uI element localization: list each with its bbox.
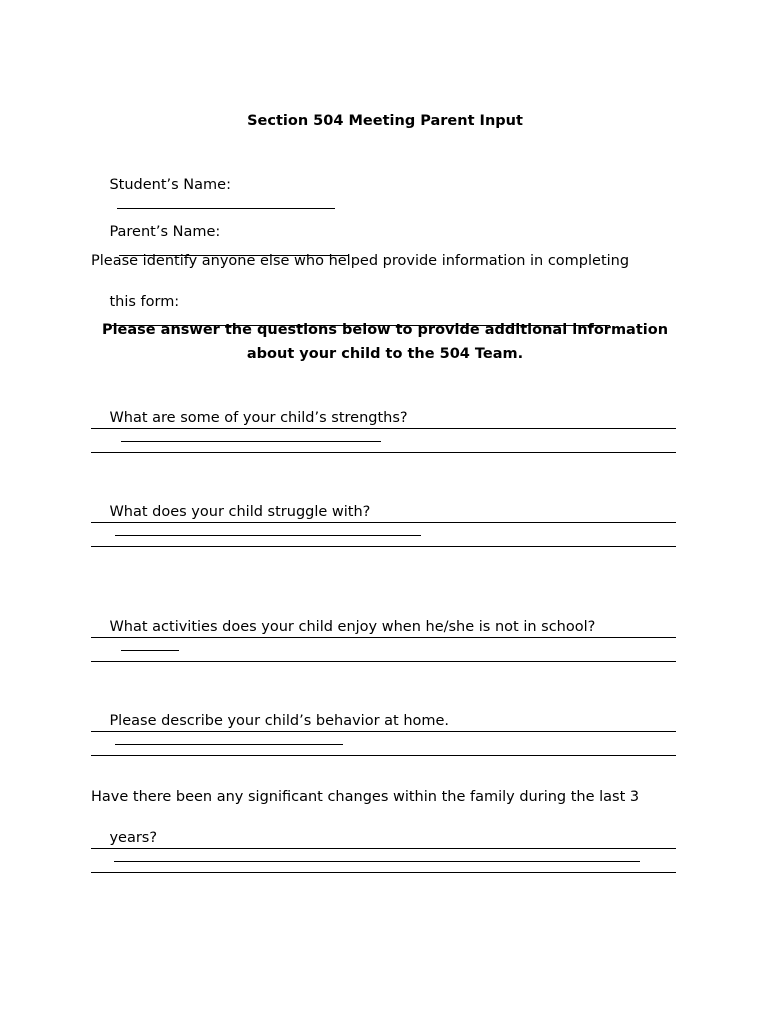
- activities-question: What activities does your child enjoy when he/she is not in school?: [109, 619, 596, 635]
- strengths-answer-line[interactable]: [91, 452, 676, 453]
- behavior-answer-line[interactable]: [91, 731, 676, 732]
- strengths-question: What are some of your child’s strengths?: [109, 410, 408, 426]
- strengths-answer-line[interactable]: [91, 428, 676, 429]
- activities-answer-line[interactable]: [91, 661, 676, 662]
- form-title: Section 504 Meeting Parent Input: [247, 113, 523, 129]
- behavior-field[interactable]: [115, 730, 343, 745]
- helpers-question-line2: this form:: [109, 294, 180, 310]
- behavior-question: Please describe your child’s behavior at home.: [109, 713, 450, 729]
- student-name-label: Student’s Name:: [109, 177, 231, 193]
- behavior-answer-line[interactable]: [91, 755, 676, 756]
- activities-field[interactable]: [121, 636, 179, 651]
- changes-question-line1: Have there been any significant changes within the family during the last 3: [91, 789, 640, 805]
- struggles-field[interactable]: [115, 521, 421, 536]
- struggles-answer-line[interactable]: [91, 546, 676, 547]
- struggles-question: What does your child struggle with?: [109, 504, 371, 520]
- changes-answer-line[interactable]: [91, 848, 676, 849]
- instructions-line1: Please answer the questions below to provide additional information: [101, 322, 669, 338]
- changes-question-line2: years?: [109, 830, 158, 846]
- helpers-question-line1: Please identify anyone else who helped provide information in completing: [91, 253, 630, 269]
- activities-answer-line[interactable]: [91, 637, 676, 638]
- strengths-field[interactable]: [121, 427, 381, 442]
- changes-answer-line[interactable]: [91, 872, 676, 873]
- struggles-answer-line[interactable]: [91, 522, 676, 523]
- changes-field[interactable]: [114, 847, 640, 862]
- instructions-line2: about your child to the 504 Team.: [246, 346, 524, 362]
- parent-name-label: Parent’s Name:: [109, 224, 221, 240]
